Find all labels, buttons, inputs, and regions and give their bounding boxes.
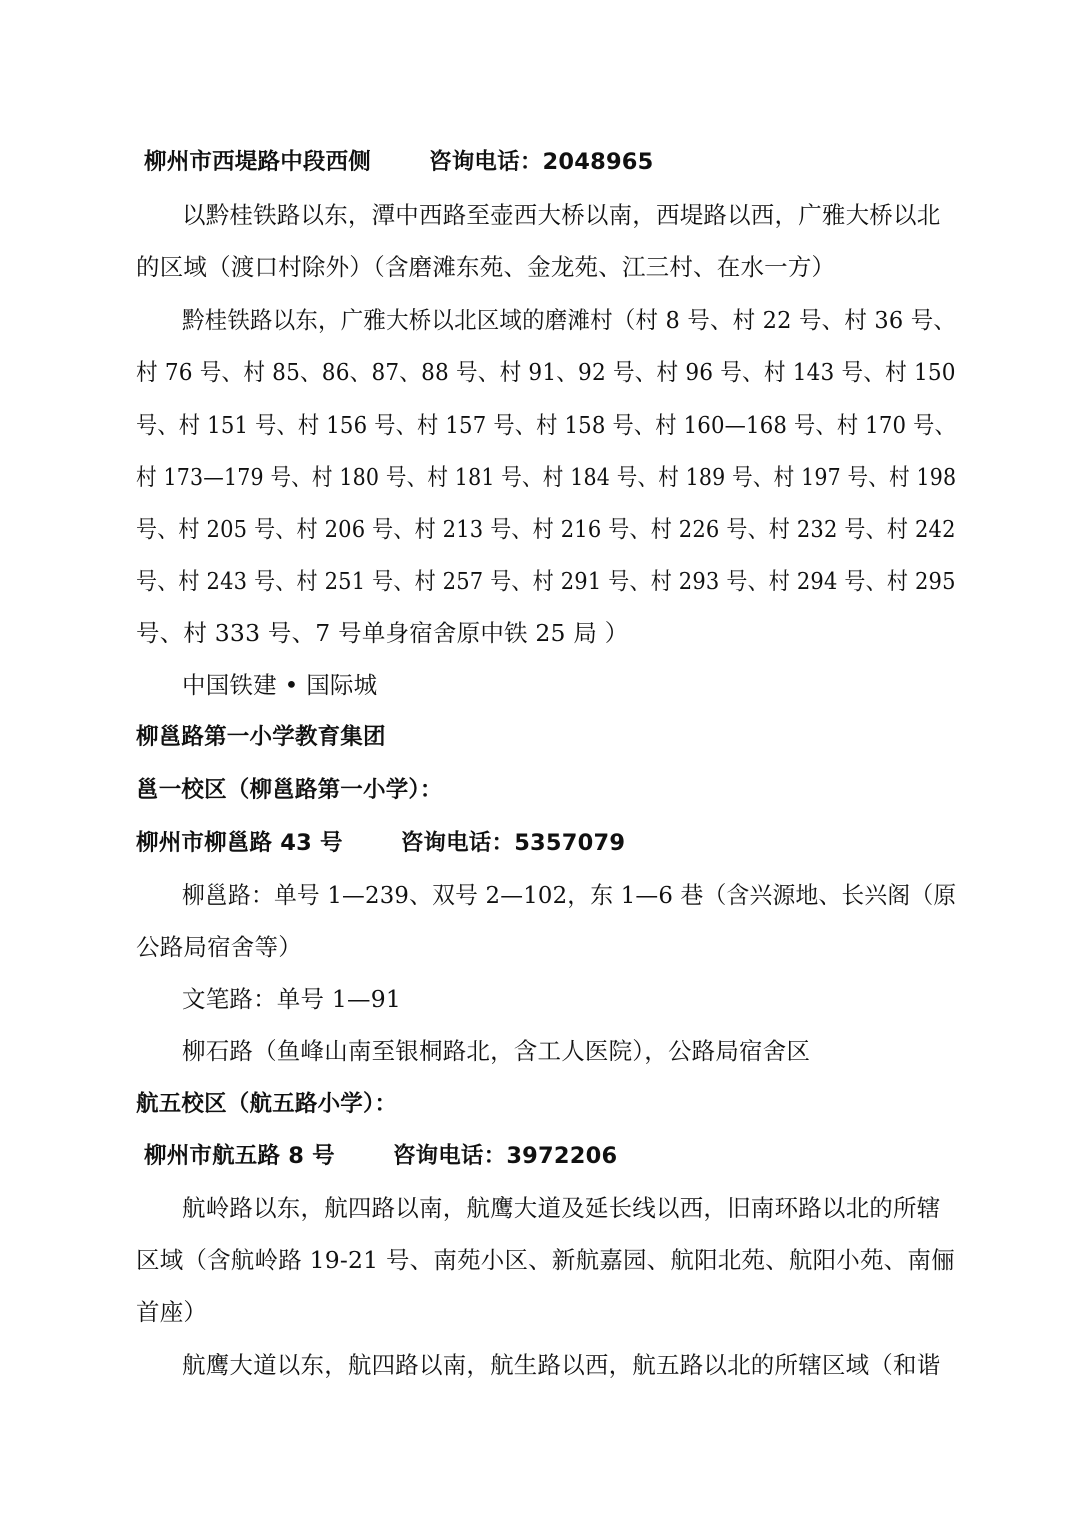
paragraph-line: 航岭路以东，航四路以南，航鹰大道及延长线以西，旧南环路以北的所辖 [182, 1194, 941, 1222]
paragraph-line: 以黔桂铁路以东，潭中西路至壶西大桥以南，西堤路以西，广雅大桥以北 [182, 201, 941, 229]
school-address: 柳州市西堤路中段西侧 [144, 149, 372, 175]
paragraph-line: 村 173—179 号、村 180 号、村 181 号、村 184 号、村 189 号、村 197 号、村 198 [136, 463, 957, 491]
paragraph-line: 柳石路（鱼峰山南至银桐路北，含工人医院），公路局宿舍区 [182, 1037, 811, 1065]
paragraph-line: 柳邕路：单号 1—239、双号 2—102，东 1—6 巷（含兴源地、长兴阁（原 [182, 881, 957, 909]
school-header-1 [144, 147, 654, 177]
school-address: 柳州市航五路 8 号 [144, 1143, 335, 1169]
school-address: 柳州市柳邕路 43 号 [136, 830, 343, 856]
consult-phone: 咨询电话：3972206 [392, 1143, 618, 1169]
paragraph-line: 号、村 333 号、7 号单身宿舍原中铁 25 局 ） [136, 619, 629, 647]
paragraph-line: 区域（含航岭路 19-21 号、南苑小区、新航嘉园、航阳北苑、航阳小苑、南俪 [136, 1246, 955, 1274]
paragraph-line: 村 76 号、村 85、86、87、88 号、村 91、92 号、村 96 号、村 143 号、村 150 [136, 358, 956, 386]
paragraph-line: 首座） [136, 1298, 208, 1326]
consult-phone: 咨询电话：2048965 [429, 149, 654, 175]
campus-title: 航五校区（航五路小学）： [136, 1091, 398, 1117]
paragraph-line: 中国铁建 • 国际城 [182, 671, 378, 699]
school-header-2 [136, 828, 625, 858]
paragraph-line: 的区域（渡口村除外）（含磨滩东苑、金龙苑、江三村、在水一方） [136, 253, 836, 281]
paragraph-line: 号、村 243 号、村 251 号、村 257 号、村 291 号、村 293 号、村 294 号、村 295 [136, 567, 956, 595]
paragraph-line: 号、村 205 号、村 206 号、村 213 号、村 216 号、村 226 号、村 232 号、村 242 [136, 515, 956, 543]
paragraph-line: 号、村 151 号、村 156 号、村 157 号、村 158 号、村 160—168 号、村 170 号、 [136, 411, 956, 439]
paragraph-line: 航鹰大道以东，航四路以南，航生路以西，航五路以北的所辖区域（和谐 [182, 1351, 941, 1379]
paragraph-line: 黔桂铁路以东，广雅大桥以北区域的磨滩村（村 8 号、村 22 号、村 36 号、 [182, 306, 957, 334]
campus-title: 邕一校区（柳邕路第一小学）： [136, 777, 443, 803]
school-header-3 [144, 1141, 617, 1171]
paragraph-line: 公路局宿舍等） [136, 933, 302, 961]
consult-phone: 咨询电话：5357079 [400, 830, 626, 856]
group-title: 柳邕路第一小学教育集团 [136, 724, 386, 750]
paragraph-line: 文笔路：单号 1—91 [182, 985, 402, 1013]
